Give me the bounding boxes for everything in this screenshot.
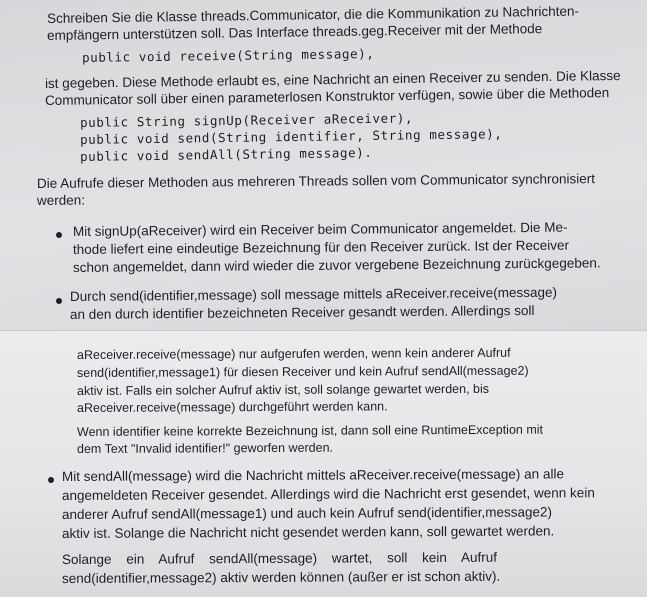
lower-page-section [0,330,647,597]
bullet-2-line-8: dem Text "Invalid identifier!" geworfen werden. [76,440,334,456]
bullet-3-line-4: aktiv ist. Solange die Nachricht nicht gesendet werden kann, soll gewartet werden. [61,523,555,541]
bullet-3-line-3: anderer Aufruf sendAll(message1) und auch kein Aufruf send(identifier,message2) [61,504,553,522]
bullet-1-line-1: Mit signUp(aReceiver) wird ein Receiver beim Communicator angemeldet. Die Me- [72,219,568,239]
bullet-2-line-6: aReceiver.receive(message) durchgeführt werden kann. [76,399,388,415]
bullet-2-line-7: Wenn identifier keine korrekte Bezeichnung ist, dann soll eine RuntimeException mit [76,422,544,439]
receive-method-signature: public void receive(String message), [81,45,375,65]
bullet-1-line-3: schon angemeldet, dann wird wieder die zuvor vergebene Bezeichnung zurückgegeben. [72,255,601,275]
intro-line-2: empfängern unterstützen soll. Das Interface threads.geg.Receiver mit der Methode [46,21,543,43]
bullet-3-dot [48,477,54,483]
bullet-2-line-3: aReceiver.receive(message) nur aufgerufen werden, wenn kein anderer Aufruf [76,345,511,362]
bullet-3-line-2: angemeldeten Receiver gesendet. Allerdings wird die Nachricht erst gesendet, wenn kein [61,485,595,503]
bullet-1-line-2: thode liefert eine eindeutige Bezeichnung für den Receiver zurück. Ist der Receiver [72,237,570,257]
bullet-2-line-1: Durch send(identifier,message) soll message mittels aReceiver.receive(message) [69,284,558,304]
calls-line-2: werden: [36,192,86,208]
intro-line-4: Communicator soll über einen parameterlosen Konstruktor verfügen, sowie über die Methoden [44,85,610,108]
bullet-3-line-1: Mit sendAll(message) wird die Nachricht mittels aReceiver.receive(message) an alle [61,466,564,484]
bullet-1-dot [56,232,62,238]
bullet-3-line-5: Solange ein Aufruf sendAll(message) wartet, soll kein Aufruf [61,549,497,567]
method-signup: public String signUp(Receiver aReceiver), [79,110,414,130]
method-send: public void send(String identifier, String message), [79,126,503,147]
method-sendall: public void sendAll(String message). [79,144,373,164]
bullet-2-line-4: send(identifier,message1) für diesen Receiver und kein Aufruf sendAll(message2) [76,363,529,380]
bullet-2-line-2: an den durch identifier bezeichneten Receiver gesandt werden. Allerdings soll [69,302,535,322]
calls-line-1: Die Aufrufe dieser Methoden aus mehreren Threads sollen vom Communicator synchronisiert [36,171,596,191]
intro-line-3: ist gegeben. Diese Methode erlaubt es, eine Nachricht an einen Receiver zu senden. Die Klasse [44,67,621,91]
bullet-2-dot [56,298,62,304]
bullet-3-line-6: send(identifier,message2) aktiv werden können (außer er ist schon aktiv). [61,568,501,586]
bullet-2-line-5: aktiv ist. Falls ein solcher Aufruf aktiv ist, soll solange gewartet werden, bis [76,381,490,398]
intro-line-1: Schreiben Sie die Klasse threads.Communicator, die die Kommunikation zu Nachrichten- [46,3,580,26]
